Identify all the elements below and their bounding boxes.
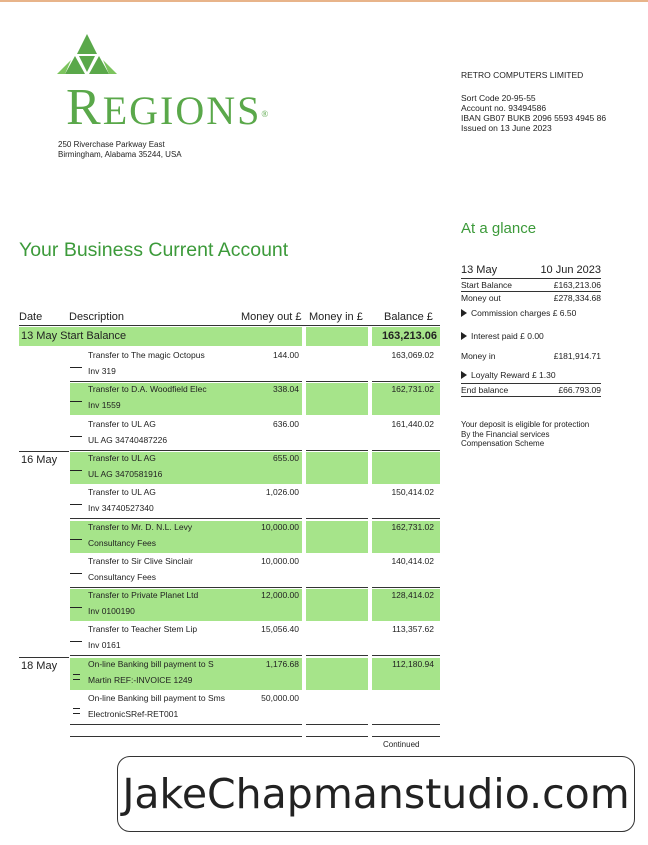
row-description-line1: Transfer to D.A. Woodfield Elec [88, 384, 207, 394]
row-money-out: 1,026.00 [265, 487, 299, 497]
row-divider [70, 655, 302, 656]
row-description-line1: Transfer to Teacher Stem Lip [88, 624, 198, 634]
row-marker-icon [70, 573, 82, 574]
row-in-bg [306, 658, 368, 690]
row-marker-icon [70, 607, 82, 608]
row-divider [372, 381, 440, 382]
row-divider [306, 587, 368, 588]
row-divider [306, 655, 368, 656]
row-description-line1: On-line Banking bill payment to S [88, 659, 214, 669]
row-description-line1: Transfer to UL AG [88, 453, 156, 463]
col-date: Date [19, 311, 43, 323]
row-description-line2: Inv 34740527340 [88, 503, 154, 513]
triangle-bullet-icon [461, 309, 467, 317]
date-divider [19, 657, 69, 658]
row-divider [372, 450, 440, 451]
row-description-line2: Inv 1559 [88, 400, 121, 410]
row-divider [372, 655, 440, 656]
row-money-out: 50,000.00 [261, 693, 299, 703]
continued-note: Continued [383, 740, 420, 749]
row-divider [306, 450, 368, 451]
row-divider [70, 518, 302, 519]
row-money-out: 1,176.68 [265, 659, 299, 669]
row-divider [70, 724, 302, 725]
start-balance-value: 163,213.06 [381, 330, 437, 342]
row-divider [306, 518, 368, 519]
row-money-out: 10,000.00 [261, 522, 299, 532]
row-description-line2: Inv 319 [88, 366, 116, 376]
row-in-bg [306, 521, 368, 553]
row-balance-bg [372, 452, 440, 484]
at-a-glance-heading: At a glance [461, 220, 537, 237]
row-money-out: 10,000.00 [261, 556, 299, 566]
row-date: 16 May [21, 454, 58, 466]
row-balance: 162,731.02 [391, 522, 434, 532]
row-marker-icon [73, 674, 80, 680]
row-description-line2: Inv 0161 [88, 640, 121, 650]
row-description-line1: Transfer to Mr. D. N.L. Levy [88, 522, 193, 532]
row-marker-icon [70, 470, 82, 471]
row-date: 18 May [21, 660, 58, 672]
row-marker-icon [70, 367, 82, 368]
row-marker-icon [70, 641, 82, 642]
regions-leaf-logo-icon [57, 32, 117, 76]
col-money-in: Money in £ [309, 311, 363, 323]
col-description: Description [69, 311, 125, 323]
account-details: Sort Code 20-95-55 Account no. 93494586 IBAN GB07 BUKB 2096 5593 4945 86 Issued on 13 June 2023 [461, 93, 607, 133]
glance-summary: 13 May 10 Jun 2023 Start Balance £163,213.06 Money out £278,334.68 Commission charges £ 6.50 Interest paid £ 0.00 Money in £181,914.71 Loyalty Reward £ 1.30 End balance £66.793.09 [461, 264, 601, 395]
table-header [19, 311, 439, 325]
row-description-line2: Consultancy Fees [88, 538, 157, 548]
col-money-out: Money out £ [241, 311, 302, 323]
row-description-line2: ElectronicSRef-RET001 [88, 709, 179, 719]
row-marker-icon [73, 708, 80, 714]
row-in-bg [306, 383, 368, 415]
deposit-protection-note: Your deposit is eligible for protection By the Financial services Compensation Scheme [461, 420, 590, 448]
row-marker-icon [70, 436, 82, 437]
row-balance: 140,414.02 [391, 556, 434, 566]
triangle-bullet-icon [461, 332, 467, 340]
row-money-out: 15,056.40 [261, 624, 299, 634]
watermark: JakeChapmanstudio.com [117, 756, 635, 832]
start-balance-label: 13 May Start Balance [21, 330, 127, 342]
row-description-line2: UL AG 3470581916 [88, 469, 163, 479]
row-description-line1: Transfer to Sir Clive Sinclair [88, 556, 194, 566]
row-description-line1: On-line Banking bill payment to Sms [88, 693, 226, 703]
start-in-cell [306, 327, 368, 346]
row-description-line2: Consultancy Fees [88, 572, 157, 582]
bank-address: 250 Riverchase Parkway East Birmingham, Alabama 35244, USA [58, 140, 182, 159]
row-balance: 163,069.02 [391, 350, 434, 360]
row-divider [306, 381, 368, 382]
row-money-out: 338.04 [273, 384, 299, 394]
row-balance: 112,180.94 [392, 659, 434, 669]
triangle-bullet-icon [461, 371, 467, 379]
row-balance: 128,414.02 [391, 590, 434, 600]
row-in-bg [306, 589, 368, 621]
row-description-line2: Inv 0100190 [88, 606, 135, 616]
row-money-out: 12,000.00 [261, 590, 299, 600]
row-balance: 113,357.62 [392, 624, 434, 634]
row-description-line1: Transfer to Private Planet Ltd [88, 590, 199, 600]
row-money-out: 144.00 [273, 350, 299, 360]
row-balance: 150,414.02 [391, 487, 434, 497]
row-description-line2: UL AG 34740487226 [88, 435, 168, 445]
row-in-bg [306, 452, 368, 484]
row-description-line2: Martin REF:-INVOICE 1249 [88, 675, 193, 685]
company-name: RETRO COMPUTERS LIMITED [461, 70, 584, 80]
row-balance: 161,440.02 [391, 419, 434, 429]
row-divider [372, 724, 440, 725]
row-divider [372, 518, 440, 519]
row-money-out: 655.00 [273, 453, 299, 463]
row-marker-icon [70, 504, 82, 505]
account-title: Your Business Current Account [19, 239, 289, 261]
date-divider [19, 451, 69, 452]
row-divider [70, 381, 302, 382]
row-divider [70, 450, 302, 451]
row-marker-icon [70, 539, 82, 540]
row-balance: 162,731.02 [391, 384, 434, 394]
row-description-line1: Transfer to UL AG [88, 419, 156, 429]
row-divider [70, 587, 302, 588]
row-description-line1: Transfer to UL AG [88, 487, 156, 497]
row-description-line1: Transfer to The magic Octopus [88, 350, 205, 360]
row-money-out: 636.00 [273, 419, 299, 429]
col-balance: Balance £ [384, 311, 433, 323]
bank-logo-wordmark: REGIONS® [66, 79, 269, 136]
row-divider [372, 587, 440, 588]
row-divider [306, 724, 368, 725]
row-marker-icon [70, 401, 82, 402]
